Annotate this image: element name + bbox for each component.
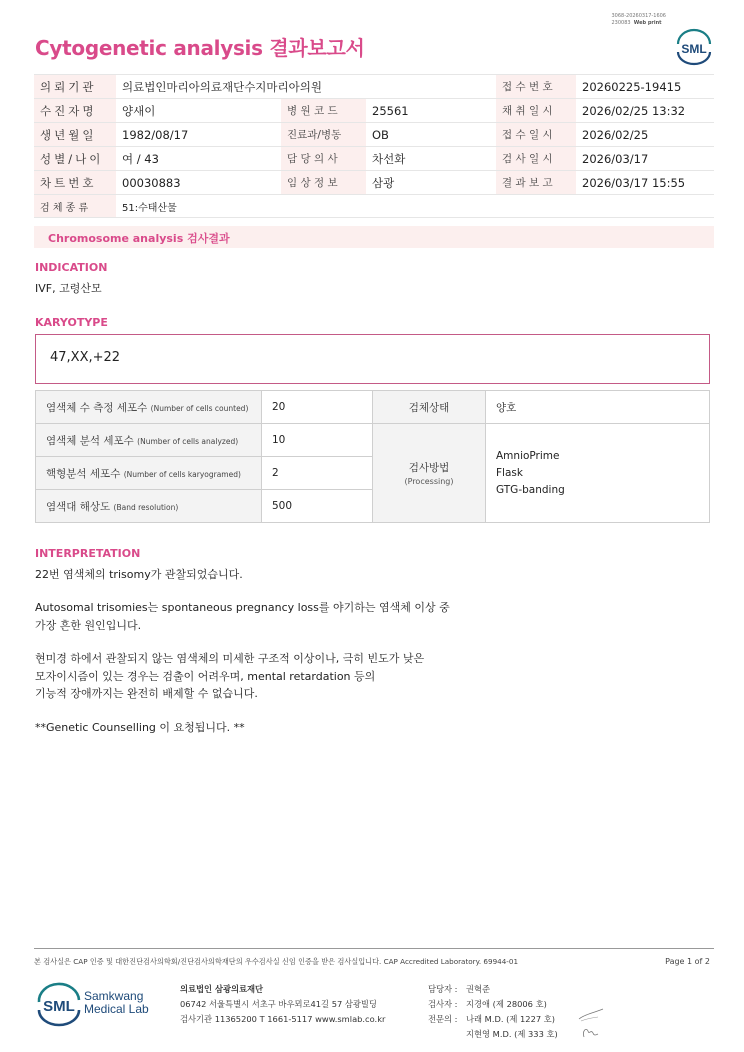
test-date-label: 검 사 일 시	[496, 147, 576, 171]
cells-counted-label: 염색체 수 측정 세포수 (Number of cells counted)	[36, 391, 262, 424]
chart-no-label: 차트번호	[34, 171, 116, 195]
samkwang-logo: SML Samkwang Medical Lab	[36, 980, 166, 1028]
cells-karyogramed-label: 핵형분석 세포수 (Number of cells karyogramed)	[36, 457, 262, 490]
report-date-label: 결 과 보 고	[496, 171, 576, 195]
indication-text: IVF, 고령산모	[35, 282, 102, 295]
doctor-label: 담 당 의 사	[281, 147, 366, 171]
patient-value: 양새이	[116, 99, 281, 123]
specimen-label: 검 체 종 류	[34, 195, 116, 218]
method-item: GTG-banding	[496, 483, 565, 496]
method-value	[486, 424, 710, 523]
cap-note: 본 검사실은 CAP 인증 및 대한진단검사의학회/진단검사의학재단의 우수검사실 신임 인증을 받은 검사실입니다. CAP Accredited Laboratory. 69944-01	[34, 957, 519, 966]
specimen-value: 51:수태산물	[116, 195, 714, 218]
section-title: Chromosome analysis 검사결과	[48, 232, 230, 245]
interpretation-p1: 22번 염색체의 trisomy가 관찰되었습니다.	[35, 568, 243, 581]
org-contact: 의료법인 삼광의료재단 06742 서울특별시 서초구 바우뫼로41길 57 삼광빌딩 검사기관 11365200 T 1661-5117 www.smlab.co.kr	[180, 984, 386, 1024]
cells-analyzed-label: 염색체 분석 세포수 (Number of cells analyzed)	[36, 424, 262, 457]
cells-karyogramed-value: 2	[262, 457, 373, 490]
interpretation-heading: INTERPRETATION	[35, 547, 141, 560]
specimen-state-value: 양호	[486, 391, 710, 424]
receipt-date-value: 2026/02/25	[576, 123, 714, 147]
karyotype-heading: KARYOTYPE	[35, 316, 108, 329]
patient-label: 수진자명	[34, 99, 116, 123]
method-item: AmnioPrime	[496, 449, 560, 462]
document-code: 3068-20260317-1606 230083 Web print	[611, 13, 666, 26]
collect-date-value: 2026/02/25 13:32	[576, 99, 714, 123]
clinical-value: 삼광	[366, 171, 496, 195]
request-org-label: 의뢰기관	[34, 75, 116, 99]
section-header	[34, 226, 714, 248]
dept-label: 진료과/병동	[281, 123, 366, 147]
karyotype-box	[35, 334, 710, 384]
indication-heading: INDICATION	[35, 261, 108, 274]
band-resolution-value: 500	[262, 490, 373, 523]
method-item: Flask	[496, 466, 523, 479]
dept-value: OB	[366, 123, 496, 147]
hospital-code-label: 병 원 코 드	[281, 99, 366, 123]
cells-analyzed-value: 10	[262, 424, 373, 457]
sex-age-value: 여 / 43	[116, 147, 281, 171]
cells-counted-value: 20	[262, 391, 373, 424]
chart-no-value: 00030883	[116, 171, 281, 195]
report-date-value: 2026/03/17 15:55	[576, 171, 714, 195]
clinical-label: 임 상 정 보	[281, 171, 366, 195]
staff-list: 담당자 : 권혁준 검사자 : 지경애 (제 28006 호) 전문의 : 나래 M.D. (제 1227 호) 지현영 M.D. (제 333 호)	[428, 984, 558, 1039]
doctor-value: 차선화	[366, 147, 496, 171]
sex-age-label: 성별/나이	[34, 147, 116, 171]
request-org-value: 의료법인마리아의료재단수지마리아의원	[116, 75, 496, 99]
receipt-date-label: 접 수 일 시	[496, 123, 576, 147]
receipt-no-value: 20260225-19415	[576, 75, 714, 99]
test-date-value: 2026/03/17	[576, 147, 714, 171]
collect-date-label: 채 취 일 시	[496, 99, 576, 123]
karyotype-value: 47,XX,+22	[50, 350, 121, 365]
birth-value: 1982/08/17	[116, 123, 281, 147]
specimen-state-label: 검체상태	[373, 391, 486, 424]
birth-label: 생년월일	[34, 123, 116, 147]
interpretation-p4: **Genetic Counselling 이 요청됩니다. **	[35, 721, 245, 734]
interpretation-p3: 현미경 하에서 관찰되지 않는 염색체의 미세한 구조적 이상이나, 극히 빈도가 낮은 모자이시즘이 있는 경우는 검출이 어려우며, mental retardation 등의 기능적 장애까지는 완전히 배제할 수 없습니다.	[35, 652, 425, 700]
interpretation-p2: Autosomal trisomies는 spontaneous pregnancy loss를 야기하는 염색체 이상 중 가장 흔한 원인입니다.	[35, 601, 450, 632]
patient-info-table	[34, 74, 714, 218]
hospital-code-value: 25561	[366, 99, 496, 123]
page-title: Cytogenetic analysis 결과보고서	[35, 36, 365, 60]
footer-divider	[34, 948, 714, 949]
sml-logo-icon	[674, 26, 714, 66]
method-label: 검사방법 (Processing)	[373, 424, 486, 523]
band-resolution-label: 염색대 해상도 (Band resolution)	[36, 490, 262, 523]
svg-text:SML: SML	[43, 998, 75, 1015]
page-number: Page 1 of 2	[665, 957, 710, 966]
cell-count-table	[35, 390, 710, 523]
svg-text:SML: SML	[681, 42, 707, 56]
signature-icon	[576, 1005, 606, 1041]
receipt-no-label: 접 수 번 호	[496, 75, 576, 99]
